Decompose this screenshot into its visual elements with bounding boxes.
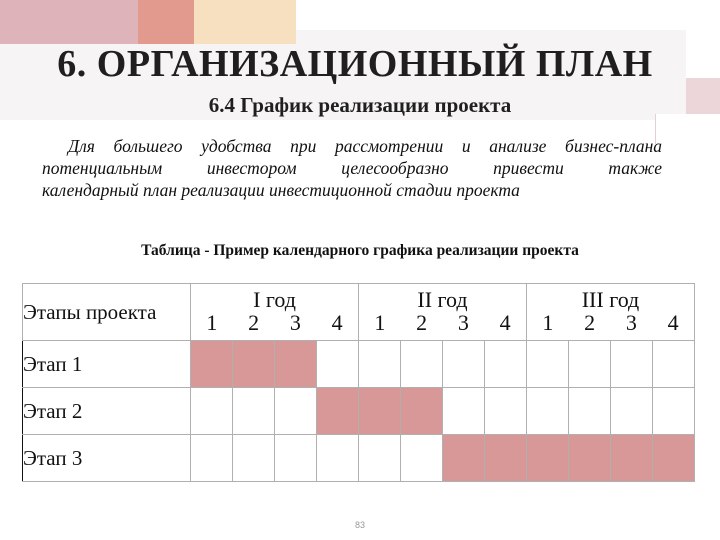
gantt-cell-empty	[233, 388, 275, 435]
gantt-cell-empty	[611, 388, 653, 435]
gantt-cell-filled	[527, 435, 569, 482]
table-caption: Таблица - Пример календарного графика реализации проекта	[141, 242, 579, 259]
gantt-cell-empty	[611, 341, 653, 388]
gantt-cell-empty	[191, 388, 233, 435]
quarter-label: 2	[584, 310, 596, 335]
gantt-cell-filled	[653, 435, 695, 482]
page-title: 6. ОРГАНИЗАЦИОННЫЙ ПЛАН	[57, 43, 653, 85]
gantt-cell-filled	[317, 388, 359, 435]
gantt-cell-empty	[359, 341, 401, 388]
gantt-cell-empty	[527, 388, 569, 435]
paragraph-line: потенциальным инвестором целесообразно привести также	[42, 158, 662, 178]
gantt-cell-filled	[359, 388, 401, 435]
gantt-cell-filled	[191, 341, 233, 388]
quarter-label: 1	[374, 310, 386, 335]
gantt-cell-empty	[527, 341, 569, 388]
year-label: I год	[253, 287, 296, 312]
gantt-cell-empty	[191, 435, 233, 482]
stage-column-header	[23, 284, 191, 341]
gantt-cell-filled	[443, 435, 485, 482]
gantt-cell-filled	[401, 388, 443, 435]
quarter-label: 2	[248, 310, 260, 335]
paragraph-line: Для большего удобства при рассмотрении и анализе бизнес-плана	[68, 136, 662, 156]
table-row	[23, 341, 695, 388]
stage-header-label: Этапы проекта	[23, 299, 157, 324]
stage-label: Этап 3	[23, 435, 191, 482]
gantt-cell-empty	[443, 341, 485, 388]
quarter-label: 1	[542, 310, 554, 335]
gantt-cell-empty	[233, 435, 275, 482]
quarter-label: 4	[331, 310, 343, 335]
intro-paragraph	[42, 135, 662, 201]
gantt-cell-empty	[275, 435, 317, 482]
gantt-cell-filled	[569, 435, 611, 482]
gantt-cell-filled	[611, 435, 653, 482]
quarter-label: 3	[457, 310, 469, 335]
gantt-cell-empty	[359, 435, 401, 482]
table-row	[23, 388, 695, 435]
year-header	[359, 284, 527, 341]
year-header	[191, 284, 359, 341]
quarter-label: 3	[289, 310, 301, 335]
quarter-label: 3	[625, 310, 637, 335]
corner-block-salmon	[138, 0, 194, 44]
page-number: 83	[354, 520, 365, 530]
year-label: III год	[581, 287, 640, 312]
quarter-label: 1	[206, 310, 218, 335]
gantt-cell-empty	[569, 341, 611, 388]
year-header	[527, 284, 695, 341]
side-block-outline	[655, 114, 720, 144]
gantt-cell-filled	[275, 341, 317, 388]
paragraph-line: календарный план реализации инвестиционной стадии проекта	[42, 180, 520, 200]
gantt-cell-filled	[485, 435, 527, 482]
gantt-cell-empty	[485, 388, 527, 435]
year-label: II год	[417, 287, 468, 312]
corner-block-pink	[0, 0, 138, 44]
gantt-cell-empty	[317, 341, 359, 388]
corner-block-cream	[194, 0, 296, 44]
quarter-label: 4	[667, 310, 679, 335]
quarter-label: 4	[499, 310, 511, 335]
quarter-label: 2	[416, 310, 428, 335]
gantt-table	[22, 283, 695, 482]
gantt-cell-empty	[401, 435, 443, 482]
gantt-cell-empty	[443, 388, 485, 435]
table-header-row	[23, 284, 695, 341]
gantt-cell-empty	[401, 341, 443, 388]
table-row	[23, 435, 695, 482]
stage-label: Этап 1	[23, 341, 191, 388]
stage-label: Этап 2	[23, 388, 191, 435]
gantt-cell-empty	[485, 341, 527, 388]
gantt-cell-empty	[653, 341, 695, 388]
page-subtitle: 6.4 График реализации проекта	[208, 93, 512, 117]
gantt-cell-empty	[317, 435, 359, 482]
gantt-cell-empty	[569, 388, 611, 435]
gantt-cell-empty	[653, 388, 695, 435]
gantt-cell-filled	[233, 341, 275, 388]
gantt-cell-empty	[275, 388, 317, 435]
